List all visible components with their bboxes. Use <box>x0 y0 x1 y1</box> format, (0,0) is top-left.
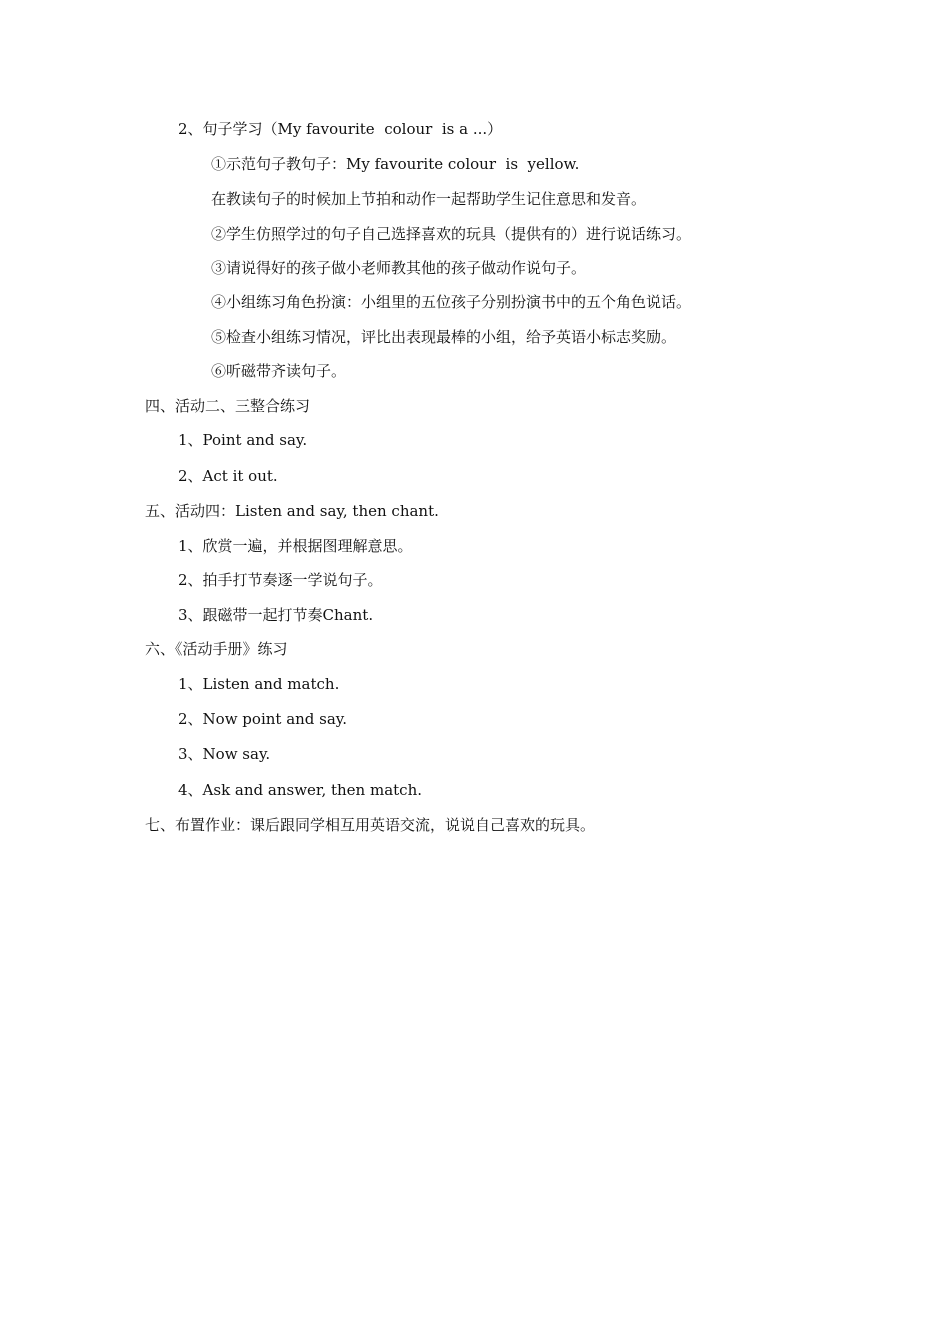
step-3-little-teacher: ③请说得好的孩子做小老师教其他的孩子做动作说句子。 <box>211 259 587 277</box>
section-5-item-1: 1、欣赏一遍，并根据图理解意思。 <box>178 537 413 555</box>
section-6-item-1: 1、Listen and match. <box>178 675 340 693</box>
section-4-item-1: 1、Point and say. <box>178 431 308 449</box>
section-6-item-2: 2、Now point and say. <box>178 710 348 728</box>
step-4-role-play: ④小组练习角色扮演：小组里的五位孩子分别扮演书中的五个角色说话。 <box>211 293 692 311</box>
section-6-heading: 六、《活动手册》练习 <box>145 640 288 658</box>
section-7-homework: 七、布置作业：课后跟同学相互用英语交流，说说自己喜欢的玩具。 <box>145 816 596 834</box>
section-6-item-3: 3、Now say. <box>178 745 271 763</box>
section-5-item-2: 2、拍手打节奏逐一学说句子。 <box>178 571 383 589</box>
step-6-listen-read: ⑥听磁带齐读句子。 <box>211 362 347 380</box>
section-5-heading: 五、活动四：Listen and say, then chant. <box>145 502 439 520</box>
step-2-practice: ②学生仿照学过的句子自己选择喜欢的玩具（提供有的）进行说话练习。 <box>211 225 692 243</box>
section-5-item-3: 3、跟磁带一起打节奏Chant. <box>178 606 374 624</box>
sentence-learning-heading: 2、句子学习（My favourite colour is a ...） <box>178 120 503 138</box>
step-5-check-groups: ⑤检查小组练习情况，评比出表现最棒的小组，给予英语小标志奖励。 <box>211 328 677 346</box>
step-1-demo-sentence: ①示范句子教句子：My favourite colour is yellow. <box>211 155 580 173</box>
section-4-heading: 四、活动二、三整合练习 <box>145 397 311 415</box>
section-6-item-4: 4、Ask and answer, then match. <box>178 781 422 799</box>
section-4-item-2: 2、Act it out. <box>178 467 278 485</box>
step-1-note: 在教读句子的时候加上节拍和动作一起帮助学生记住意思和发音。 <box>211 190 647 208</box>
